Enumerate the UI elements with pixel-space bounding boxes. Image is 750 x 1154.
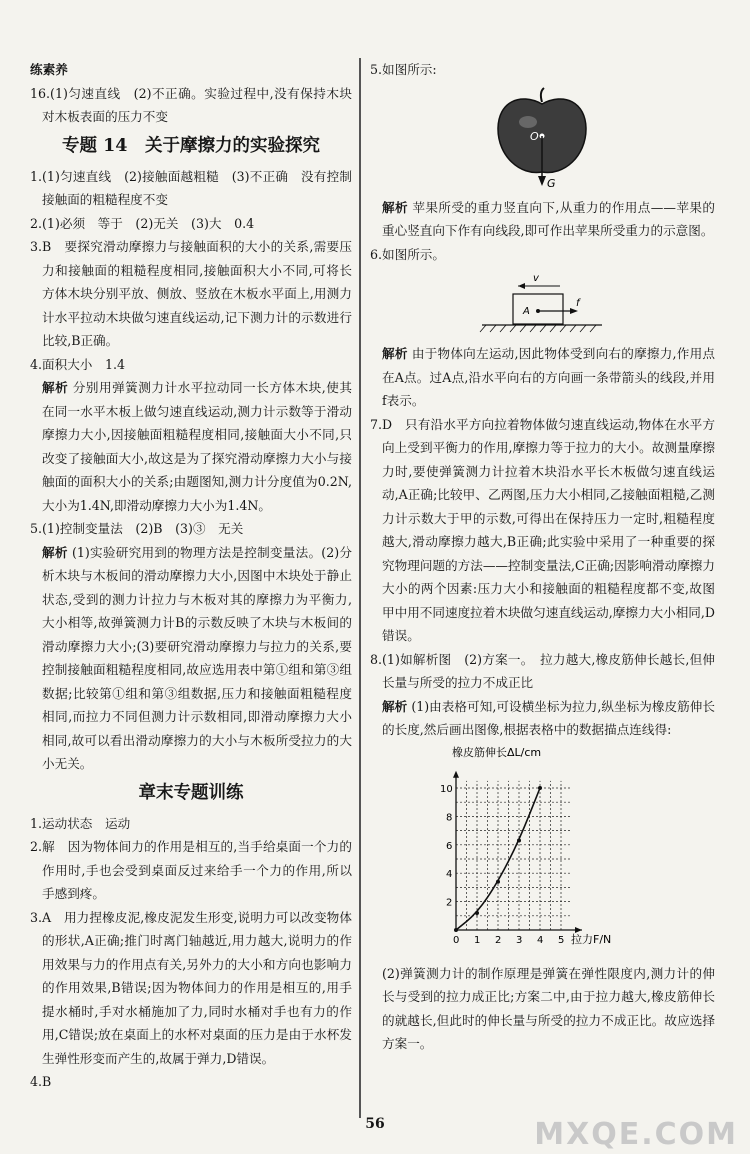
block-figure — [370, 268, 715, 338]
analysis-label: 解析 — [382, 698, 408, 714]
apple-highlight — [519, 116, 537, 128]
friction-label: f — [576, 298, 580, 309]
t14-answer-4: 4.面积大小 1.4 — [30, 356, 126, 372]
x-axis-label: 拉力F/N — [571, 932, 612, 946]
data-point — [475, 910, 479, 914]
t14-answer-5: 5.(1)控制变量法 (2)B (3)③ 无关 — [30, 521, 244, 536]
data-point — [538, 786, 542, 790]
analysis-label: 解析 — [42, 380, 69, 395]
analysis-8a — [370, 695, 715, 742]
analysis-8b: (2)弹簧测力计的制作原理是弹簧在弹性限度内,测力计的伸长与受到的拉力成正比;方案二中,由于拉力越大,橡皮筋伸长的就越长,但此时的伸长量与所受的拉力不成正比。故应选择方案一。 — [382, 965, 715, 1051]
rubber-band-chart — [370, 744, 715, 958]
x-tick-label: 1 — [474, 934, 481, 946]
friction-diagram — [370, 268, 715, 338]
c-answer-3: 3.A 用力捏橡皮泥,橡皮泥发生形变,说明力可以改变物体的形状,A正确;推门时离门轴越近,用力越大,说明力的作用效果与力的作用点有关,另外力的大小和方向也影响力的作用效果,B错误;因为物体间力的作用是相互的,用手提水桶时,手对水桶施加了力,同时水桶对手也有力的作用,C错误;放在桌面上的水杯对桌面的压力是由于水杯发生弹性形变而产生的,故属于弹力,D错误。 — [30, 909, 352, 1066]
analysis-text: (1)实验研究用到的物理方法是控制变量法。(2)分析木块与木板间的滑动摩擦力大小,因图中木块处于静止状态,受到的测力计拉力与木板对其的摩擦力为平衡力,大小相等,故弹簧测力计B的示数反映了木块与木板间的滑动摩擦力大小;(3)要研究滑动摩擦力与拉力的关系,要控制接触面粗糙程度相同,故应选用表中第①组和第③组数据;比较第①组和第③组数据,压力和接触面粗糙程度相同,而拉力不同但测力计示数相同,即滑动摩擦力大小相同,故可以看出滑动摩擦力的大小与木板所受拉力的大小无关。 — [42, 544, 352, 771]
y-tick-label: 4 — [446, 868, 453, 880]
data-point — [496, 879, 500, 883]
t14-answer-2: 2.(1)必须 等于 (2)无关 (3)大 0.4 — [30, 215, 255, 231]
apple-gravity-diagram — [370, 84, 715, 192]
x-tick-label: 3 — [516, 934, 523, 946]
y-tick-label: 6 — [446, 840, 453, 852]
c-answer-4: 4.B — [30, 1074, 52, 1089]
page-number: 56 — [365, 1116, 385, 1132]
answer-5: 5.如图所示: — [370, 62, 437, 77]
gravity-arrowhead — [538, 176, 546, 186]
analysis-text: (1)由表格可知,可设横坐标为拉力,纵坐标为橡皮筋伸长的长度,然后画出图像,根据表格中的数据描点连线得: — [382, 698, 715, 737]
analysis-text: 由于物体向左运动,因此物体受到向右的摩擦力,作用点在A点。过A点,沿水平向右的方向画一条带箭头的线段,并用f表示。 — [382, 346, 715, 408]
answer-8: 8.(1)如解析图 (2)方案一。 拉力越大,橡皮筋伸长越长,但伸长量与所受的拉力不成正比 — [370, 651, 715, 690]
analysis-label: 解析 — [382, 199, 408, 215]
velocity-arrowhead — [518, 283, 525, 289]
chart-container — [370, 744, 715, 958]
block-label: A — [523, 306, 530, 317]
analysis-5 — [370, 196, 715, 243]
answer-7: 7.D 只有沿水平方向拉着物体做匀速直线运动,物体在水平方向上受到平衡力的作用,摩擦力等于拉力的大小。故测量摩擦力时,要使弹簧测力计拉着木块沿水平长木板做匀速直线运动,A正确;比较甲、乙两图,压力大小相同,乙接触面粗糙,乙测力计示数大于甲的示数,可得出在保持压力一定时,粗糙程度越大,滑动摩擦力越大,B正确;此实验中采用了一种重要的探究物理问题的方法——控制变量法,C正确;因影响滑动摩擦力大小的两个因素:压力大小和接触面的粗糙程度都不变,故图甲中用不同速度拉着木块做匀速直线运动,摩擦力大小相同,D错误。 — [370, 416, 715, 643]
y-tick-label: 10 — [440, 783, 453, 795]
analysis-label: 解析 — [42, 544, 68, 560]
chapter-title: 章末专题训练 — [138, 782, 244, 803]
right-column — [370, 58, 715, 1056]
t14-answer-3: 3.B 要探究滑动摩擦力与接触面积的大小的关系,需要压力和接触面的粗糙程度相同,接触面积大小不同,可将长方体木块分别平放、侧放、竖放在木板水平面上,用测力计水平拉动木块做匀速直线运动,记下测力计的示数进行比较,B正确。 — [30, 239, 352, 348]
column-divider — [359, 58, 361, 1118]
answer-16: 16.(1)匀速直线 (2)不正确。实验过程中,没有保持木块对木板表面的压力不变 — [30, 85, 352, 124]
t14-analysis-5 — [30, 541, 352, 776]
x-tick-label: 2 — [495, 934, 502, 946]
data-point — [454, 928, 458, 932]
x-tick-label: 4 — [537, 934, 544, 946]
chart-ticks — [440, 784, 564, 946]
chart-grid — [456, 780, 572, 929]
c-answer-1: 1.运动状态 运动 — [30, 815, 131, 831]
y-tick-label: 2 — [446, 897, 453, 909]
apple-figure — [370, 84, 715, 192]
chart-axes — [453, 770, 582, 932]
t14-answer-1: 1.(1)匀速直线 (2)接触面越粗糙 (3)不正确 没有控制接触面的粗糙程度不变 — [30, 168, 352, 207]
x-tick-label: 5 — [558, 934, 565, 946]
y-axis-label: 橡皮筋伸长ΔL/cm — [452, 745, 542, 759]
practice-heading: 练素养 — [30, 62, 68, 77]
left-column — [30, 58, 352, 1094]
analysis-label: 解析 — [382, 346, 408, 361]
analysis-text: 苹果所受的重力竖直向下,从重力的作用点——苹果的重心竖直向下作有向线段,即可作出苹果所受重力的示意图。 — [382, 199, 715, 238]
point-label: O — [530, 129, 539, 143]
gravity-label: G — [547, 176, 556, 190]
apple-stem — [541, 88, 544, 102]
c-answer-2: 2.解 因为物体间力的作用是相互的,当手给桌面一个力的作用时,手也会受到桌面反过来给手一个力的作用,所以手感到疼。 — [30, 839, 352, 901]
x-tick-label: 0 — [453, 934, 460, 946]
data-point — [517, 838, 521, 842]
topic-14-title: 专题 14 关于摩擦力的实验探究 — [62, 135, 320, 156]
y-tick-label: 8 — [446, 811, 453, 823]
analysis-6 — [370, 342, 715, 413]
y-axis-arrow — [453, 770, 459, 777]
t14-analysis-4 — [30, 376, 352, 517]
analysis-text: 分别用弹簧测力计水平拉动同一长方体木块,使其在同一水平木板上做匀速直线运动,测力计示数等于滑动摩擦力大小,因接触面粗糙程度相同,接触面大小不同,只改变了接触面大小,故这是为了探究滑动摩擦力大小与接触面的面积大小的关系;由题图知,测力计分度值为0.2N,大小为1.4N,即滑动摩擦力大小为1.4N。 — [42, 380, 352, 513]
ground-hatching — [480, 325, 596, 332]
velocity-label: v — [533, 273, 539, 284]
watermark: MXQE.COM — [534, 1116, 738, 1152]
answer-6: 6.如图所示。 — [370, 246, 445, 262]
